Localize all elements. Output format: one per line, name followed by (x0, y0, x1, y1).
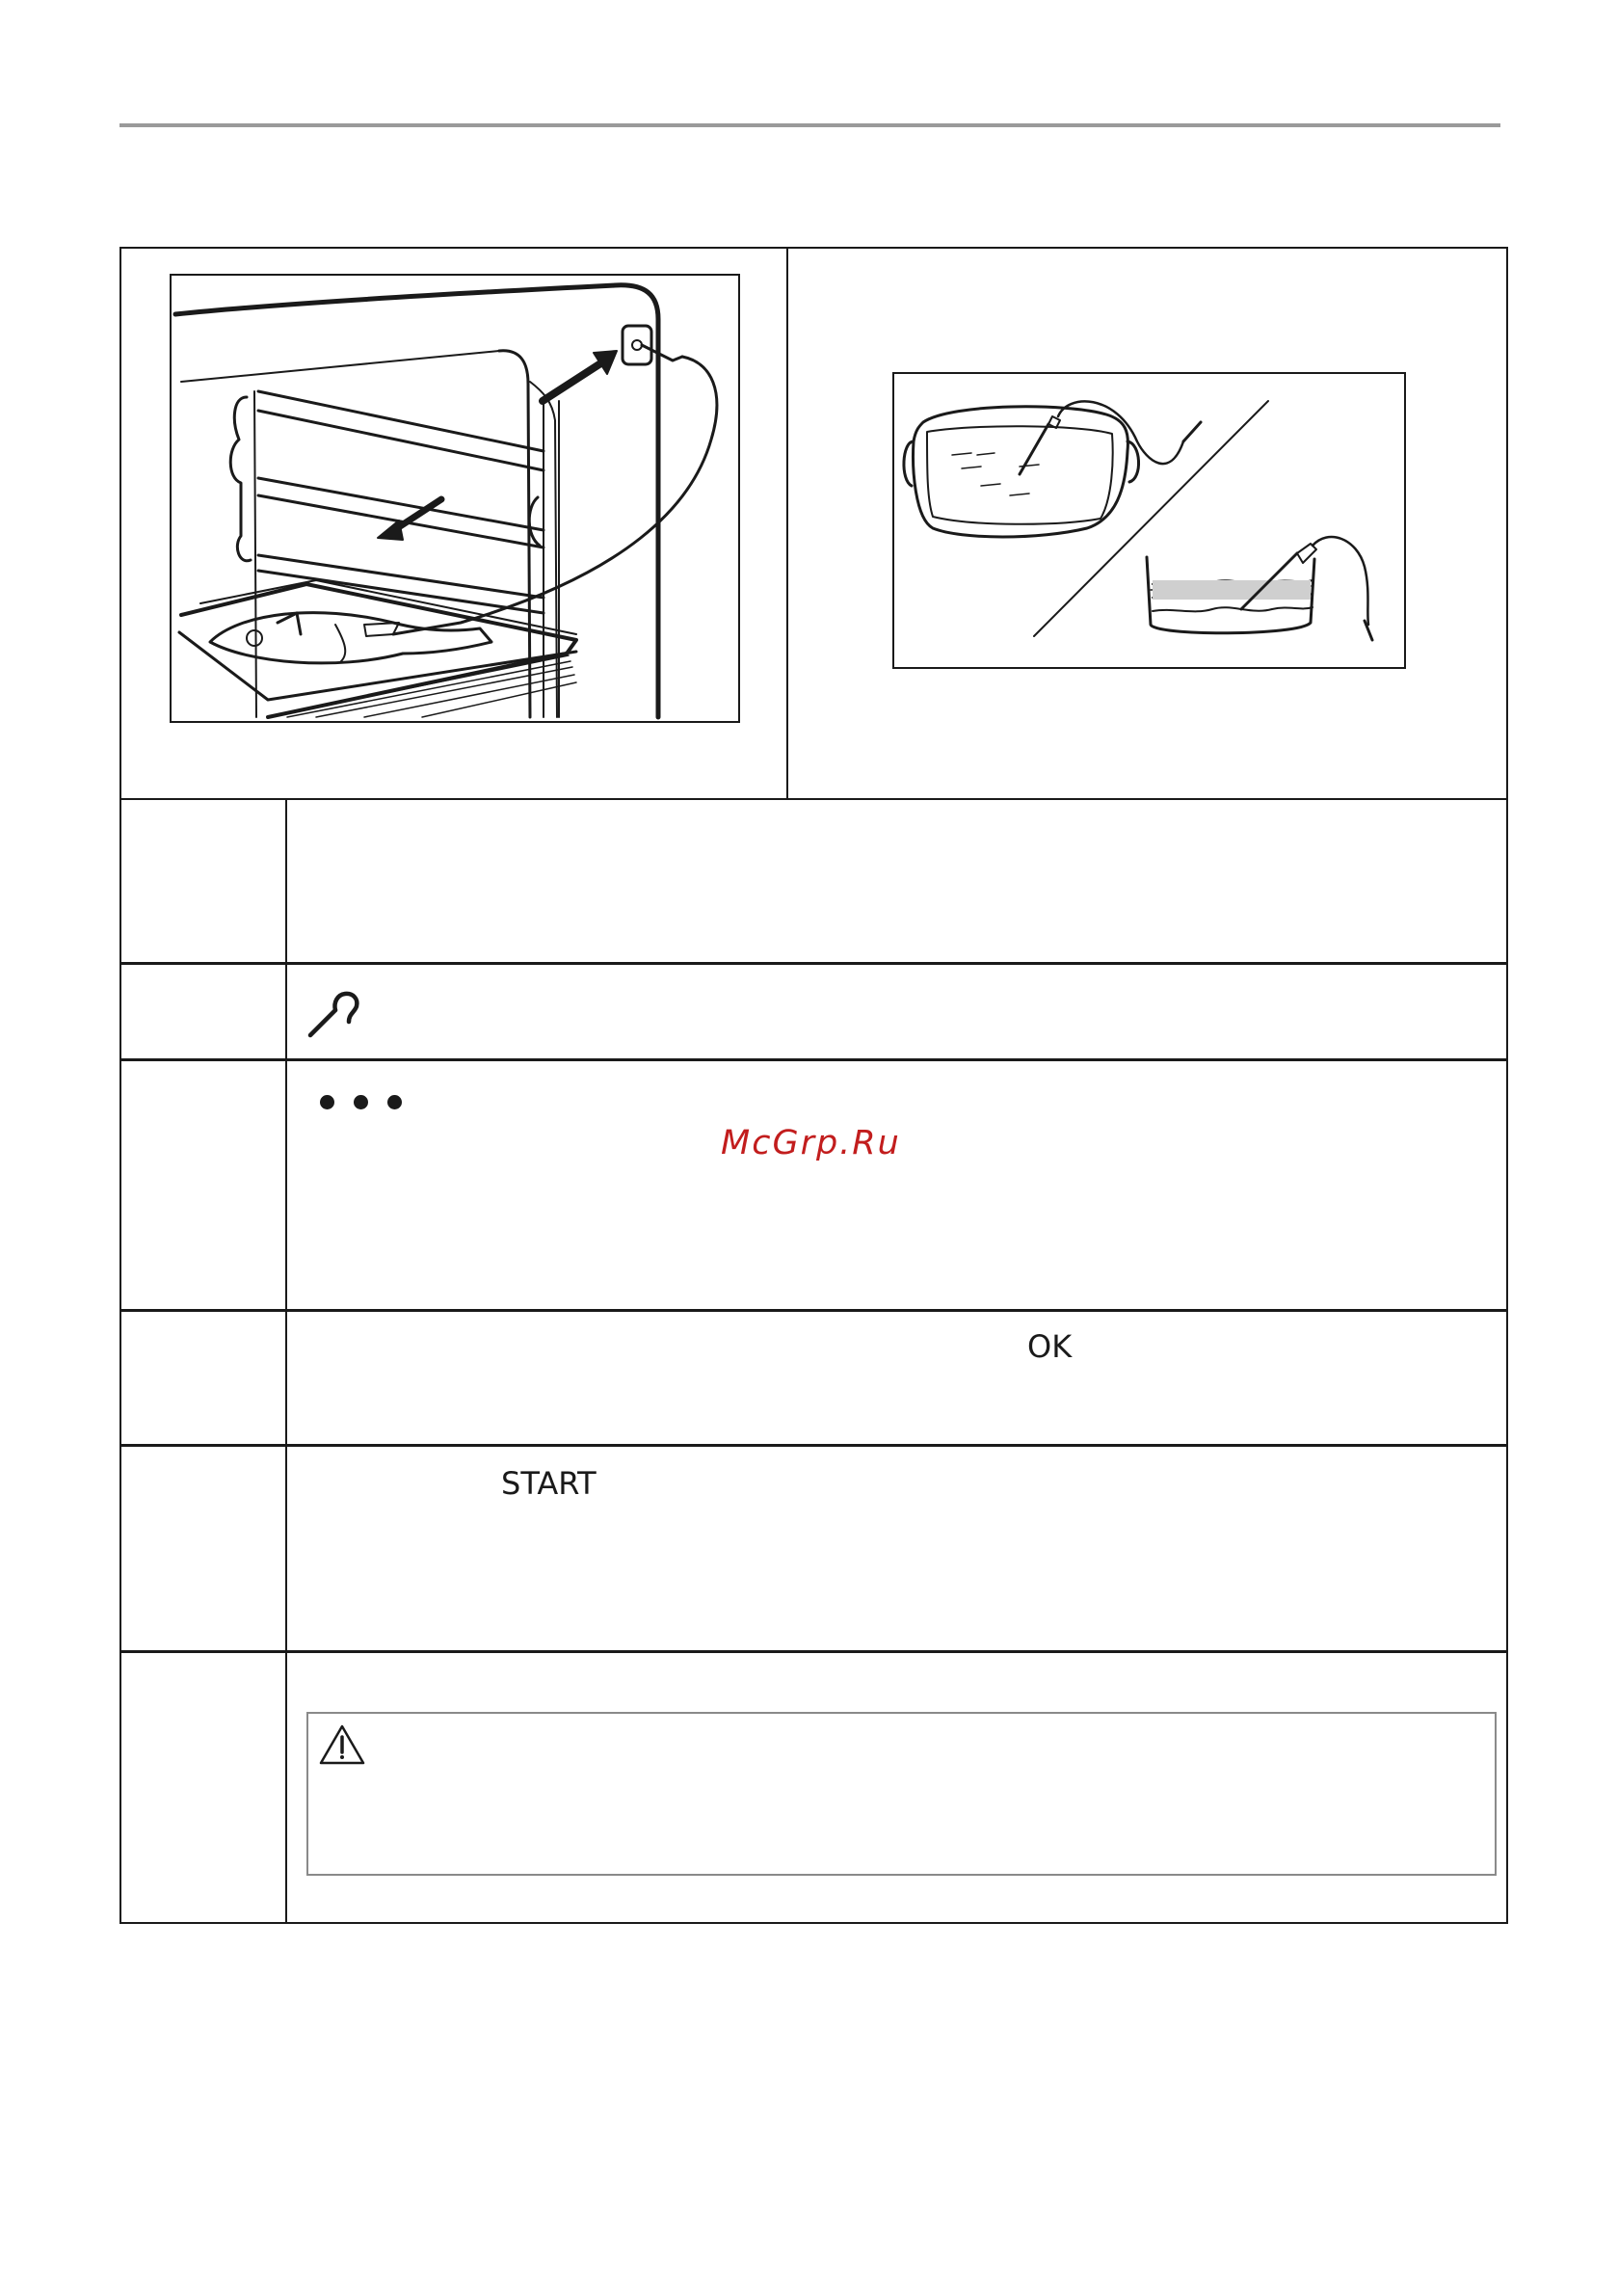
row-divider (121, 1444, 1506, 1447)
ok-key-label: OK (1027, 1328, 1073, 1365)
watermark: McGrp.Ru (721, 1124, 901, 1162)
dot (354, 1095, 368, 1109)
warning-box (306, 1712, 1497, 1876)
row-divider (121, 1650, 1506, 1653)
row-divider (121, 962, 1506, 965)
three-dots-icon (320, 1095, 402, 1109)
illustration-row (121, 249, 1506, 800)
warning-triangle-icon (318, 1723, 366, 1766)
meat-probe-icon (305, 981, 366, 1043)
row-divider (121, 1058, 1506, 1061)
probe-position-illustration (892, 372, 1406, 669)
dot (320, 1095, 334, 1109)
header-rule (119, 123, 1500, 127)
step-number-column-divider (285, 798, 287, 1924)
row-divider (121, 1309, 1506, 1312)
dot (387, 1095, 402, 1109)
start-key-label: START (501, 1465, 597, 1502)
oven-illustration (170, 274, 740, 723)
illustration-divider (786, 249, 788, 798)
instruction-table (119, 247, 1508, 1924)
